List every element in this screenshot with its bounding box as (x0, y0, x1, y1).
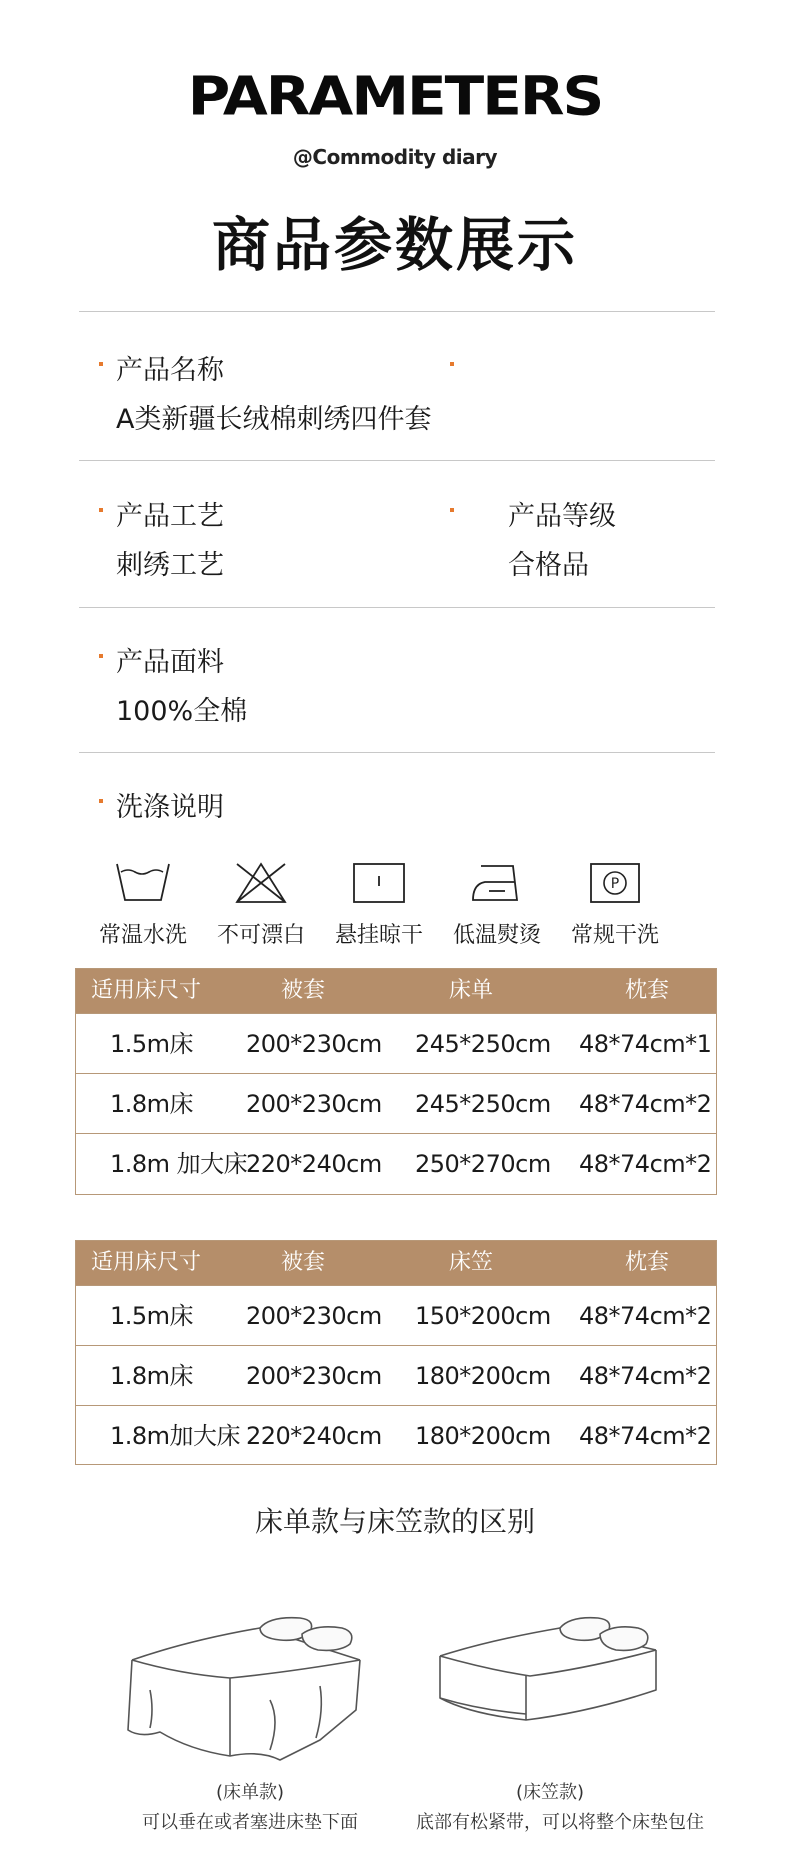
table-cell: 1.5m床 (110, 1030, 194, 1058)
column-header: 被套 (281, 978, 326, 1003)
product-grade-label: 产品等级 (508, 501, 616, 532)
column-header: 适用床尺寸 (91, 1250, 202, 1275)
bullet-dot (99, 654, 103, 658)
table-cell: 200*230cm (246, 1090, 382, 1118)
flat-sheet-bed-illustration (120, 1600, 380, 1780)
size-table-fitted (75, 1240, 717, 1465)
product-fabric-value: 100%全棉 (116, 696, 248, 727)
table-cell: 220*240cm (246, 1150, 382, 1178)
table-cell: 48*74cm*2 (579, 1090, 712, 1118)
table-cell: 1.8m加大床 (110, 1422, 241, 1450)
bullet-dot (99, 508, 103, 512)
page-title-en: PARAMETERS (187, 64, 603, 128)
table-cell: 250*270cm (415, 1150, 551, 1178)
bullet-dot (99, 362, 103, 366)
table-cell: 200*230cm (246, 1362, 382, 1390)
table-cell: 200*230cm (246, 1302, 382, 1330)
table-cell: 245*250cm (415, 1030, 551, 1058)
table-row (76, 1073, 716, 1133)
page-title-cn: 商品参数展示 (211, 211, 578, 279)
column-header: 床单 (449, 978, 494, 1003)
bullet-dot (450, 362, 454, 366)
wash-tub-icon (113, 858, 173, 908)
sheet-description: 可以垂在或者塞进床垫下面 (142, 1812, 358, 1833)
table-row (76, 1013, 716, 1073)
table-cell: 1.8m床 (110, 1090, 194, 1118)
divider (79, 311, 715, 312)
table-row (76, 1405, 716, 1465)
table-header (76, 969, 716, 1013)
fitted-caption: (床笠款) (515, 1782, 585, 1803)
table-cell: 220*240cm (246, 1422, 382, 1450)
svg-text:P: P (610, 876, 620, 892)
product-grade-value: 合格品 (508, 550, 589, 581)
table-row (76, 1345, 716, 1405)
divider (79, 607, 715, 608)
table-cell: 48*74cm*1 (579, 1030, 712, 1058)
care-label: 常规干洗 (570, 923, 659, 948)
table-cell: 48*74cm*2 (579, 1302, 712, 1330)
column-header: 枕套 (625, 1250, 670, 1275)
no-bleach-icon (231, 858, 291, 908)
care-item-hang-dry (324, 858, 434, 958)
care-item-iron (442, 858, 552, 958)
column-header: 床笠 (449, 1250, 494, 1275)
product-name-value: A类新疆长绒棉刺绣四件套 (116, 404, 432, 435)
care-label: 低温熨烫 (452, 923, 541, 948)
table-cell: 1.5m床 (110, 1302, 194, 1330)
care-label: 悬挂晾干 (334, 923, 423, 948)
table-cell: 48*74cm*2 (579, 1150, 712, 1178)
care-label: 不可漂白 (216, 923, 305, 948)
column-header: 适用床尺寸 (91, 978, 202, 1003)
column-header: 枕套 (625, 978, 670, 1003)
size-table-sheet (75, 968, 717, 1195)
table-row (76, 1133, 716, 1193)
divider (79, 460, 715, 461)
care-label: 常温水洗 (98, 923, 187, 948)
product-fabric-label: 产品面料 (116, 647, 224, 678)
bullet-dot (450, 508, 454, 512)
table-cell: 150*200cm (415, 1302, 551, 1330)
fitted-sheet-bed-illustration (430, 1598, 670, 1758)
divider (79, 752, 715, 753)
care-item-no-bleach (206, 858, 316, 958)
table-row (76, 1285, 716, 1345)
table-cell: 200*230cm (246, 1030, 382, 1058)
fitted-description: 底部有松紧带，可以将整个床垫包住 (416, 1812, 704, 1833)
table-cell: 1.8m 加大床 (110, 1150, 248, 1178)
page-subtitle: @Commodity diary (292, 145, 498, 169)
sheet-caption: (床单款) (215, 1782, 285, 1803)
dry-clean-p-icon (585, 858, 645, 908)
product-craft-value: 刺绣工艺 (116, 550, 224, 581)
product-name-label: 产品名称 (116, 355, 224, 386)
iron-low-icon (467, 858, 527, 908)
table-cell: 180*200cm (415, 1422, 551, 1450)
table-cell: 48*74cm*2 (579, 1362, 712, 1390)
table-cell: 48*74cm*2 (579, 1422, 712, 1450)
bullet-dot (99, 799, 103, 803)
table-header (76, 1241, 716, 1285)
column-header: 被套 (281, 1250, 326, 1275)
care-item-wash (88, 858, 198, 958)
table-cell: 1.8m床 (110, 1362, 194, 1390)
product-craft-label: 产品工艺 (116, 501, 224, 532)
table-cell: 180*200cm (415, 1362, 551, 1390)
difference-title: 床单款与床笠款的区别 (254, 1505, 535, 1538)
table-cell: 245*250cm (415, 1090, 551, 1118)
wash-instructions-label: 洗涤说明 (116, 792, 224, 823)
care-item-dry-clean (560, 858, 670, 958)
hang-dry-icon (349, 858, 409, 908)
